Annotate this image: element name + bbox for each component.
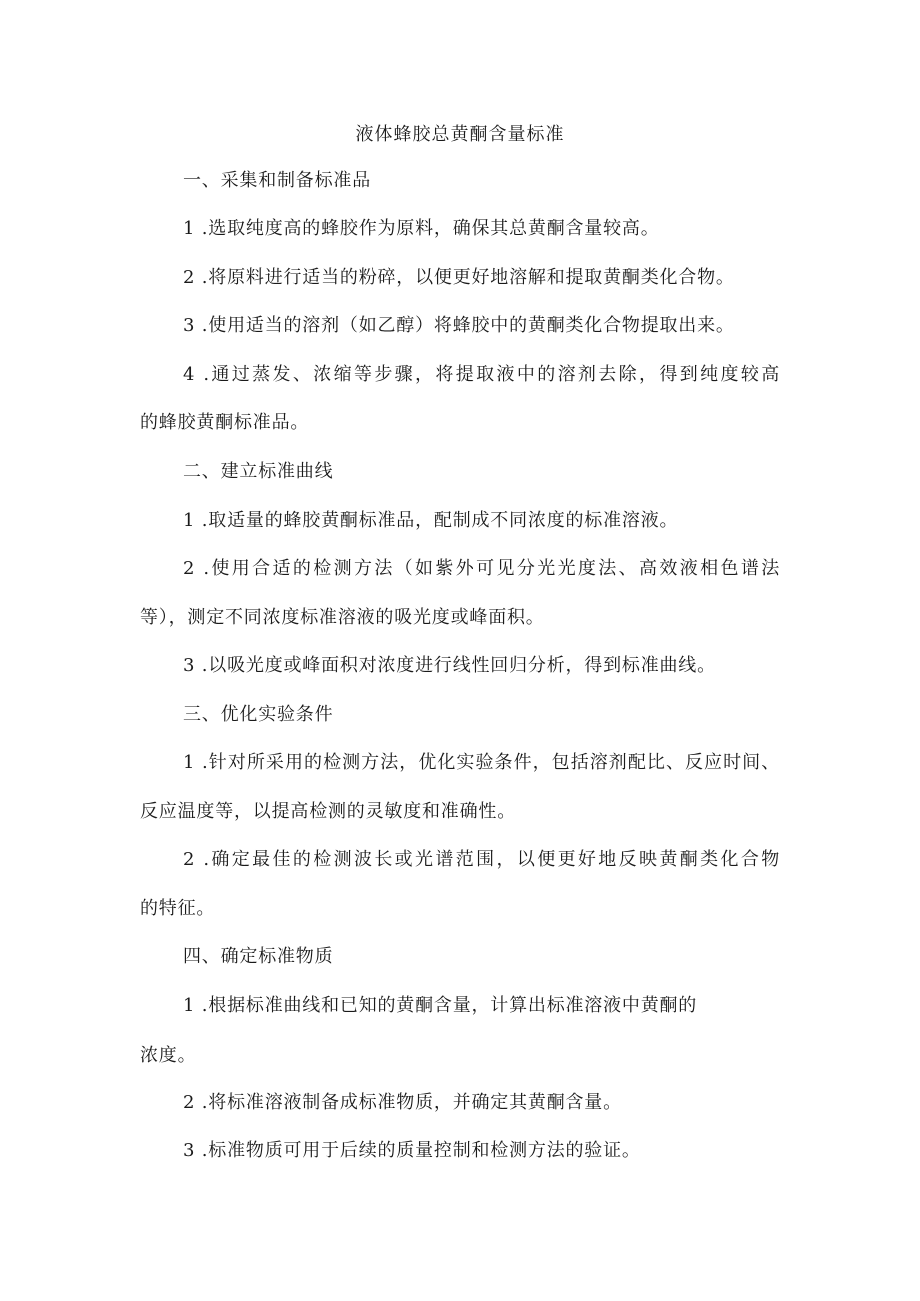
paragraph-line: 2 .将标准溶液制备成标准物质，并确定其黄酮含量。 — [183, 1092, 622, 1113]
document-title: 液体蜂胶总黄酮含量标准 — [355, 124, 565, 145]
paragraph-line: 1 .取适量的蜂胶黄酮标准品，配制成不同浓度的标准溶液。 — [183, 510, 679, 531]
paragraph-line: 2 .使用合适的检测方法（如紫外可见分光光度法、高效液相色谱法 — [183, 558, 780, 579]
paragraph-line: 3 .使用适当的溶剂（如乙醇）将蜂胶中的黄酮类化合物提取出来。 — [183, 315, 735, 336]
paragraph-line: 4 .通过蒸发、浓缩等步骤，将提取液中的溶剂去除，得到纯度较高 — [183, 364, 780, 385]
paragraph-line: 浓度。 — [140, 1045, 197, 1066]
section-heading-2: 二、建立标准曲线 — [183, 461, 334, 482]
paragraph-line: 的特征。 — [140, 898, 216, 919]
paragraph-line: 1 .针对所采用的检测方法，优化实验条件，包括溶剂配比、反应时间、 — [183, 752, 780, 773]
paragraph-line: 反应温度等，以提高检测的灵敏度和准确性。 — [140, 801, 516, 822]
paragraph-line: 等），测定不同浓度标准溶液的吸光度或峰面积。 — [140, 607, 545, 628]
paragraph-line: 的蜂胶黄酮标准品。 — [140, 412, 310, 433]
paragraph-line: 2 .将原料进行适当的粉碎，以便更好地溶解和提取黄酮类化合物。 — [183, 267, 735, 288]
section-heading-4: 四、确定标准物质 — [183, 946, 334, 967]
paragraph-line: 1 .选取纯度高的蜂胶作为原料，确保其总黄酮含量较高。 — [183, 218, 660, 239]
paragraph-line: 1 .根据标准曲线和已知的黄酮含量，计算出标准溶液中黄酮的 — [183, 995, 698, 1016]
section-heading-3: 三、优化实验条件 — [183, 704, 334, 725]
paragraph-line: 3 .标准物质可用于后续的质量控制和检测方法的验证。 — [183, 1140, 641, 1161]
section-heading-1: 一、采集和制备标准品 — [183, 170, 371, 191]
paragraph-line: 2 .确定最佳的检测波长或光谱范围，以便更好地反映黄酮类化合物 — [183, 849, 780, 870]
paragraph-line: 3 .以吸光度或峰面积对浓度进行线性回归分析，得到标准曲线。 — [183, 655, 716, 676]
